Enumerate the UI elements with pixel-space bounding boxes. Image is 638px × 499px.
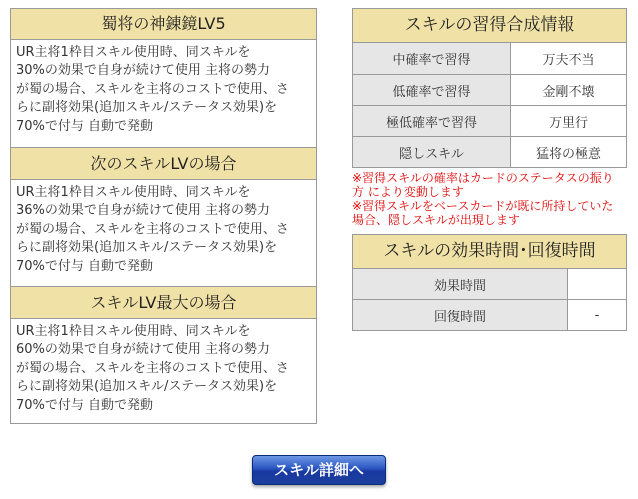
table-row (353, 106, 627, 137)
effect-time-table (352, 268, 627, 331)
acquire-info-table (352, 42, 627, 168)
acquire-label: 中確率で習得 (353, 43, 511, 75)
effect-time-label: 効果時間 (353, 269, 568, 300)
acquire-notes: ※習得スキルの確率はカードのステータスの振り 方 により変動します ※習得スキルをベースカードが既に所持していた 場合、隠しスキルが出現します (352, 171, 614, 227)
skill-description-next-level: UR主将1枠目スキル使用時、同スキルを 36%の効果で自身が続けて使用 主将の勢力 が蜀の場合、スキルを主将のコストで使用、さ らに副将効果(追加スキル/ステータス効果)を 70%で付与 自動で発動 (10, 179, 317, 287)
acquire-skill-link[interactable]: 万夫不当 (511, 43, 627, 75)
hidden-skill-link[interactable]: 猛将の極意 (511, 137, 627, 168)
next-level-header: 次のスキルLVの場合 (10, 147, 317, 180)
acquire-skill-link[interactable]: 万里行 (511, 106, 627, 137)
table-row (353, 137, 627, 168)
skill-description-lv5: UR主将1枠目スキル使用時、同スキルを 30%の効果で自身が続けて使用 主将の勢力 が蜀の場合、スキルを主将のコストで使用、さ らに副将効果(追加スキル/ステータス効果)を 70%で付与 自動で発動 (10, 39, 317, 148)
skill-description-max-level: UR主将1枠目スキル使用時、同スキルを 60%の効果で自身が続けて使用 主将の勢力 が蜀の場合、スキルを主将のコストで使用、さ らに副将効果(追加スキル/ステータス効果)を 70%で付与 自動で発動 (10, 318, 317, 424)
table-row (353, 43, 627, 75)
recovery-time-label: 回復時間 (353, 300, 568, 331)
effect-time-value (568, 269, 627, 300)
recovery-time-value: - (568, 300, 627, 331)
effect-time-header: スキルの効果時間･回復時間 (352, 234, 627, 269)
acquire-label: 隠しスキル (353, 137, 511, 168)
acquire-skill-link[interactable]: 金剛不壊 (511, 75, 627, 106)
skill-detail-button[interactable]: スキル詳細へ (252, 455, 386, 485)
max-level-header: スキルLV最大の場合 (10, 286, 317, 319)
table-row (353, 269, 627, 300)
acquire-label: 極低確率で習得 (353, 106, 511, 137)
table-row (353, 75, 627, 106)
skill-title-lv5: 蜀将の神錬鏡LV5 (10, 8, 317, 40)
acquire-info-header: スキルの習得合成情報 (352, 8, 627, 43)
table-row (353, 300, 627, 331)
acquire-label: 低確率で習得 (353, 75, 511, 106)
